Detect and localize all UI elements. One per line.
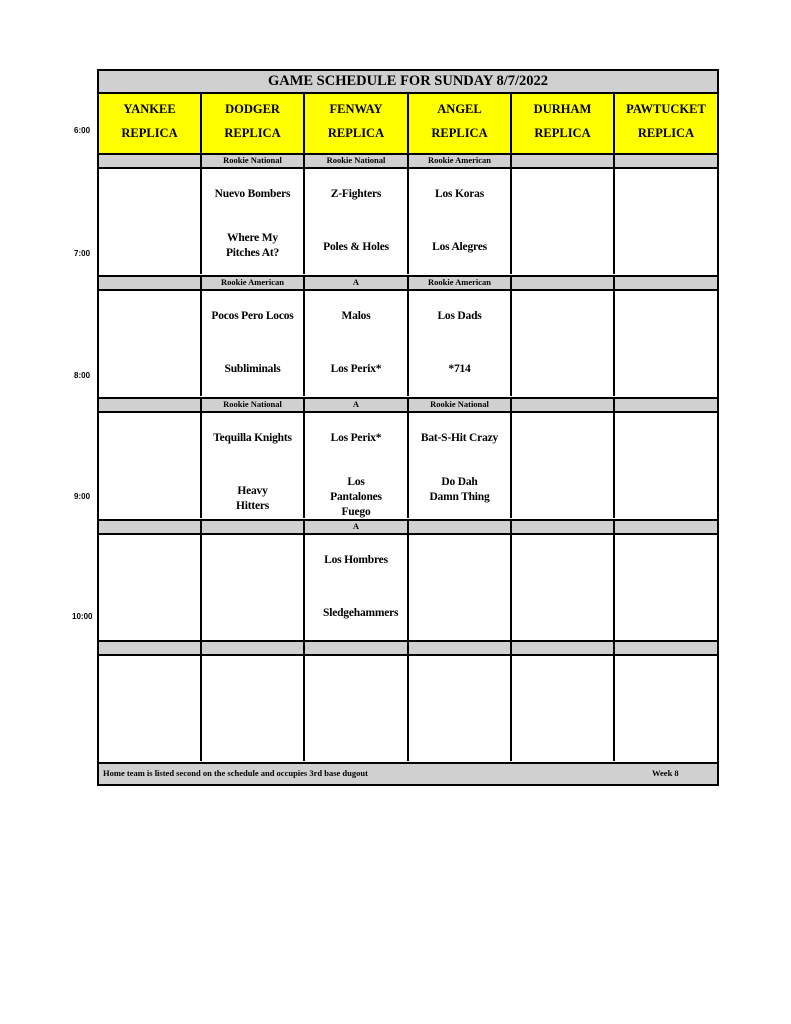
game-cell <box>305 535 409 640</box>
division-label <box>512 155 615 167</box>
division-label <box>409 642 512 654</box>
game-cell <box>409 656 512 761</box>
time-label: 8:00 <box>74 371 91 380</box>
game-cell <box>99 656 202 761</box>
game-cell <box>99 535 202 640</box>
division-label <box>99 521 202 533</box>
division-label <box>305 642 409 654</box>
division-label: A <box>305 521 409 533</box>
footer <box>99 762 717 784</box>
field-name: ANGEL <box>437 102 482 116</box>
division-label <box>99 277 202 289</box>
division-label <box>99 399 202 411</box>
away-team: Los Koras <box>435 188 484 200</box>
home-team: Do Dah Damn Thing <box>429 476 490 503</box>
home-team: Los Pantalones Fuego <box>330 476 382 518</box>
game-cell <box>409 535 512 640</box>
field-header-angel <box>409 94 512 157</box>
footer-note: Home team is listed second on the schedule and occupies 3rd base dugout <box>103 768 368 778</box>
away-team: Bat-S-Hit Crazy <box>420 432 499 444</box>
division-label: Rookie National <box>202 399 305 411</box>
division-label <box>512 521 615 533</box>
game-cell <box>512 169 615 274</box>
field-name: DURHAM <box>533 102 592 116</box>
game-cell <box>305 291 409 396</box>
field-sub: REPLICA <box>224 126 281 140</box>
division-label <box>99 642 202 654</box>
home-team: Los Alegres <box>432 241 487 253</box>
away-team: Los Hombres <box>324 554 388 566</box>
field-header-durham <box>512 94 615 157</box>
field-header-dodger <box>202 94 305 157</box>
division-label <box>512 399 615 411</box>
field-name: YANKEE <box>123 102 176 116</box>
away-team: Z-Fighters <box>330 188 382 200</box>
home-team: Heavy Hitters <box>235 485 270 512</box>
game-cell <box>409 413 512 518</box>
field-sub: REPLICA <box>121 126 178 140</box>
game-cell <box>202 169 305 274</box>
division-label: Rookie American <box>409 277 512 289</box>
home-team: Poles & Holes <box>323 241 389 253</box>
division-label: Rookie American <box>202 277 305 289</box>
week-label: Week 8 <box>652 768 679 778</box>
game-cell <box>512 656 615 761</box>
field-name: PAWTUCKET <box>626 102 706 116</box>
away-team: Pocos Pero Locos <box>211 310 294 322</box>
division-label <box>202 642 305 654</box>
division-label: Rookie National <box>305 155 409 167</box>
division-label <box>99 155 202 167</box>
home-team: Where My Pitches At? <box>225 232 280 259</box>
game-cell <box>305 656 409 761</box>
game-cell <box>615 169 717 274</box>
field-sub: REPLICA <box>534 126 591 140</box>
game-cell <box>615 413 717 518</box>
division-label: A <box>305 399 409 411</box>
home-team: Los Perix* <box>330 363 382 375</box>
division-label: A <box>305 277 409 289</box>
game-cell <box>305 169 409 274</box>
home-team: Subliminals <box>224 363 281 375</box>
away-team: Nuevo Bombers <box>214 188 291 200</box>
game-cell <box>512 413 615 518</box>
division-label: Rookie American <box>409 155 512 167</box>
division-label <box>615 399 717 411</box>
field-header-fenway <box>305 94 409 157</box>
division-label <box>512 277 615 289</box>
away-team: Los Perix* <box>330 432 382 444</box>
field-sub: REPLICA <box>637 126 695 140</box>
game-cell <box>99 291 202 396</box>
home-team: Sledgehammers <box>323 607 399 619</box>
division-label <box>615 155 717 167</box>
game-cell <box>99 413 202 518</box>
division-label <box>615 642 717 654</box>
game-cell <box>615 291 717 396</box>
game-cell <box>202 656 305 761</box>
page-title: GAME SCHEDULE FOR SUNDAY 8/7/2022 <box>99 71 717 94</box>
game-cell <box>615 656 717 761</box>
division-label <box>202 521 305 533</box>
game-cell <box>99 169 202 274</box>
division-label <box>615 277 717 289</box>
field-sub: REPLICA <box>431 126 488 140</box>
game-cell <box>512 291 615 396</box>
field-sub: REPLICA <box>327 126 385 140</box>
game-cell <box>202 535 305 640</box>
time-label: 7:00 <box>74 249 91 258</box>
away-team: Tequilla Knights <box>213 432 292 444</box>
field-header-yankee <box>99 94 202 157</box>
game-cell <box>202 291 305 396</box>
field-name: FENWAY <box>329 102 383 116</box>
field-name: DODGER <box>225 102 280 116</box>
game-cell <box>512 535 615 640</box>
game-cell <box>615 535 717 640</box>
away-team: Malos <box>341 310 371 322</box>
home-team: *714 <box>448 363 471 375</box>
time-label: 9:00 <box>74 492 91 501</box>
away-team: Los Dads <box>437 310 482 322</box>
time-label: 10:00 <box>72 612 93 621</box>
game-cell <box>409 291 512 396</box>
game-cell <box>305 413 409 518</box>
field-header-pawtucket <box>615 94 717 157</box>
schedule-table <box>97 69 719 786</box>
division-label <box>512 642 615 654</box>
division-label: Rookie National <box>202 155 305 167</box>
division-label <box>409 521 512 533</box>
time-label: 6:00 <box>74 126 91 135</box>
game-cell <box>409 169 512 274</box>
division-label: Rookie National <box>409 399 512 411</box>
game-cell <box>202 413 305 518</box>
division-label <box>615 521 717 533</box>
